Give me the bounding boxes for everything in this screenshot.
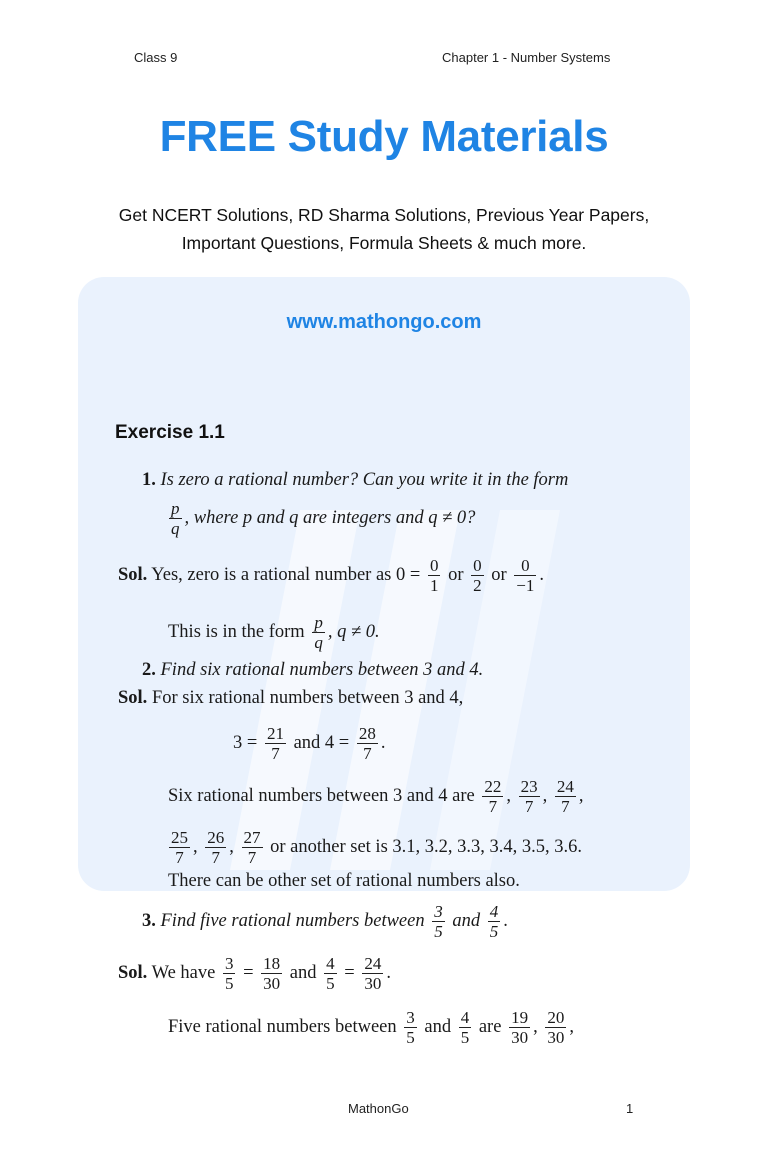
banner-subtitle-line1: Get NCERT Solutions, RD Sharma Solutions, Previous Year Papers, xyxy=(118,205,650,225)
header-chapter: Chapter 1 - Number Systems xyxy=(442,50,611,65)
question-1: 1. Is zero a rational number? Can you write it in the form xyxy=(142,470,569,490)
question-2: 2. Find six rational numbers between 3 and 4. xyxy=(142,660,484,680)
page-number: 1 xyxy=(626,1101,634,1116)
solution-3: Sol. We have $\frac{3}{5}$ = $\frac{18}{30}$ and $\frac{4}{5}$ = $\frac{24}{30}$ . xyxy=(118,954,391,993)
header-class: Class 9 xyxy=(134,50,178,65)
banner-subtitle-line2: Important Questions, Formula Sheets & much more. xyxy=(181,233,587,253)
banner-title: FREE Study Materials xyxy=(159,112,609,161)
footer-brand: MathonGo xyxy=(348,1101,409,1116)
solution-1-line2: This is in the form $\frac{p}{q}$ , q ≠ 0. xyxy=(168,613,380,652)
question-1-line2: $\frac{p}{q}$ , where p and q are integers and q ≠ 0? xyxy=(171,499,476,538)
solution-1: Sol. Yes, zero is a rational number as 0 = $\frac{0}{1}$ or $\frac{0}{2}$ or $\frac{0}{-1}$ . xyxy=(118,556,544,595)
solution-3-line2: Five rational numbers between $\frac{3}{5}$ and $\frac{4}{5}$ are $\frac{19}{30}$ , $\frac{20}{30}$ , xyxy=(168,1008,574,1047)
solution-2-line3: Six rational numbers between 3 and 4 are $\frac{22}{7}$ , $\frac{23}{7}$ , $\frac{24}{7}$ , xyxy=(168,777,584,816)
question-3: 3. Find five rational numbers between $\frac{3}{5}$ and $\frac{4}{5}$ . xyxy=(142,902,508,941)
solution-2-line4: $\frac{25}{7}$ , $\frac{26}{7}$ , $\frac{27}{7}$ or another set is 3.1, 3.2, 3.3, 3.4, 3.5, 3.6. xyxy=(171,828,583,867)
website-link[interactable]: www.mathongo.com xyxy=(286,311,482,333)
solution-2-equation: 3 = $\frac{21}{7}$ and 4 = $\frac{28}{7}$ . xyxy=(233,724,386,763)
exercise-title: Exercise 1.1 xyxy=(115,422,225,443)
solution-2: Sol. For six rational numbers between 3 and 4, xyxy=(118,688,464,708)
solution-2-line5: There can be other set of rational numbers also. xyxy=(168,871,520,891)
